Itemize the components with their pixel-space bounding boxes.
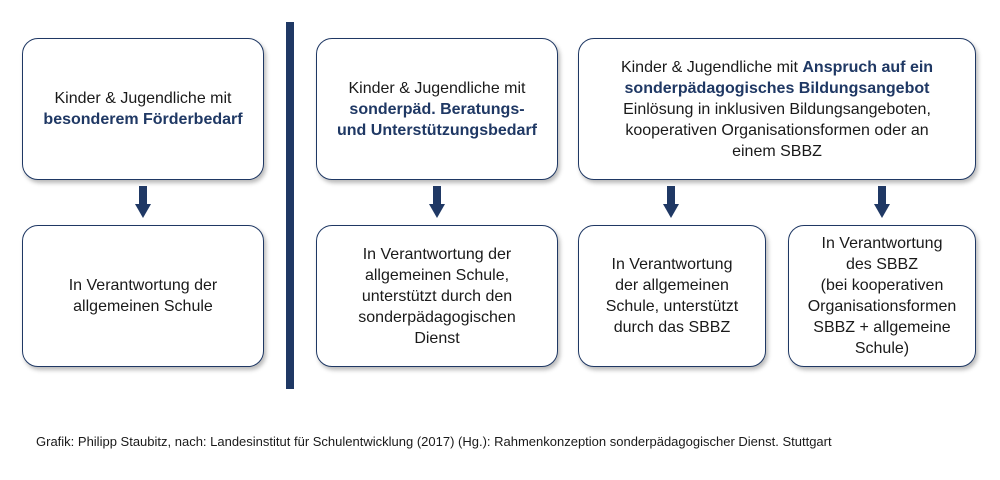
box-text: einem SBBZ bbox=[732, 142, 822, 160]
box-text: der allgemeinen bbox=[615, 277, 729, 294]
box-beratungsbedarf bbox=[316, 38, 558, 180]
box-text: Organisationsformen bbox=[807, 298, 957, 315]
arrow-down-icon bbox=[429, 186, 445, 220]
box-text: allgemeinen Schule, bbox=[364, 266, 510, 284]
box-verantwortung-sbbz bbox=[788, 225, 976, 367]
box-besonderer-foerderbedarf bbox=[22, 38, 264, 180]
box-text: Kinder & Jugendliche mit bbox=[348, 79, 526, 97]
arrow-down-icon bbox=[663, 186, 679, 220]
box-text: In Verantwortung bbox=[611, 256, 733, 273]
box-highlight-text: besonderem Förderbedarf bbox=[43, 111, 243, 128]
box-text-line bbox=[621, 57, 933, 78]
box-verantwortung-sonderpaed-dienst bbox=[316, 225, 558, 367]
source-caption: Grafik: Philipp Staubitz, nach: Landesinstitut für Schulentwicklung (2017) (Hg.): Rahmenkonzeption sonderpädagogischer Dienst. Stuttgart bbox=[36, 434, 832, 449]
box-text: Kinder & Jugendliche mit bbox=[54, 90, 232, 107]
box-text: Einlösung in inklusiven Bildungsangeboten, bbox=[623, 100, 931, 118]
box-text: allgemeinen Schule bbox=[73, 298, 213, 315]
box-text: In Verantwortung der bbox=[362, 245, 512, 263]
box-text: In Verantwortung bbox=[821, 235, 943, 252]
box-text: SBBZ + allgemeine bbox=[813, 319, 951, 336]
box-verantwortung-allgemeine-schule bbox=[22, 225, 264, 367]
vertical-divider bbox=[286, 22, 294, 389]
box-text: Schule) bbox=[854, 340, 910, 357]
box-highlight-text: und Unterstützungsbedarf bbox=[337, 121, 537, 139]
box-text: durch das SBBZ bbox=[613, 319, 731, 336]
arrow-down-icon bbox=[135, 186, 151, 220]
box-highlight-text: sonderpädagogisches Bildungsangebot bbox=[624, 79, 930, 97]
box-text: unterstützt durch den bbox=[361, 287, 513, 305]
box-bildungsanspruch bbox=[578, 38, 976, 180]
box-highlight-text: Anspruch auf ein bbox=[802, 58, 934, 76]
box-highlight-text: sonderpäd. Beratungs- bbox=[349, 100, 525, 118]
box-text: Schule, unterstützt bbox=[605, 298, 739, 315]
box-text: des SBBZ bbox=[845, 256, 918, 273]
box-text: Kinder & Jugendliche mit bbox=[620, 58, 803, 76]
box-text: Dienst bbox=[414, 329, 460, 347]
box-verantwortung-sbbz-unterstuetzt bbox=[578, 225, 766, 367]
arrow-down-icon bbox=[874, 186, 890, 220]
box-text: In Verantwortung der bbox=[68, 277, 218, 294]
box-text: (bei kooperativen bbox=[820, 277, 944, 294]
box-text: sonderpädagogischen bbox=[358, 308, 516, 326]
box-text: kooperativen Organisationsformen oder an bbox=[625, 121, 929, 139]
